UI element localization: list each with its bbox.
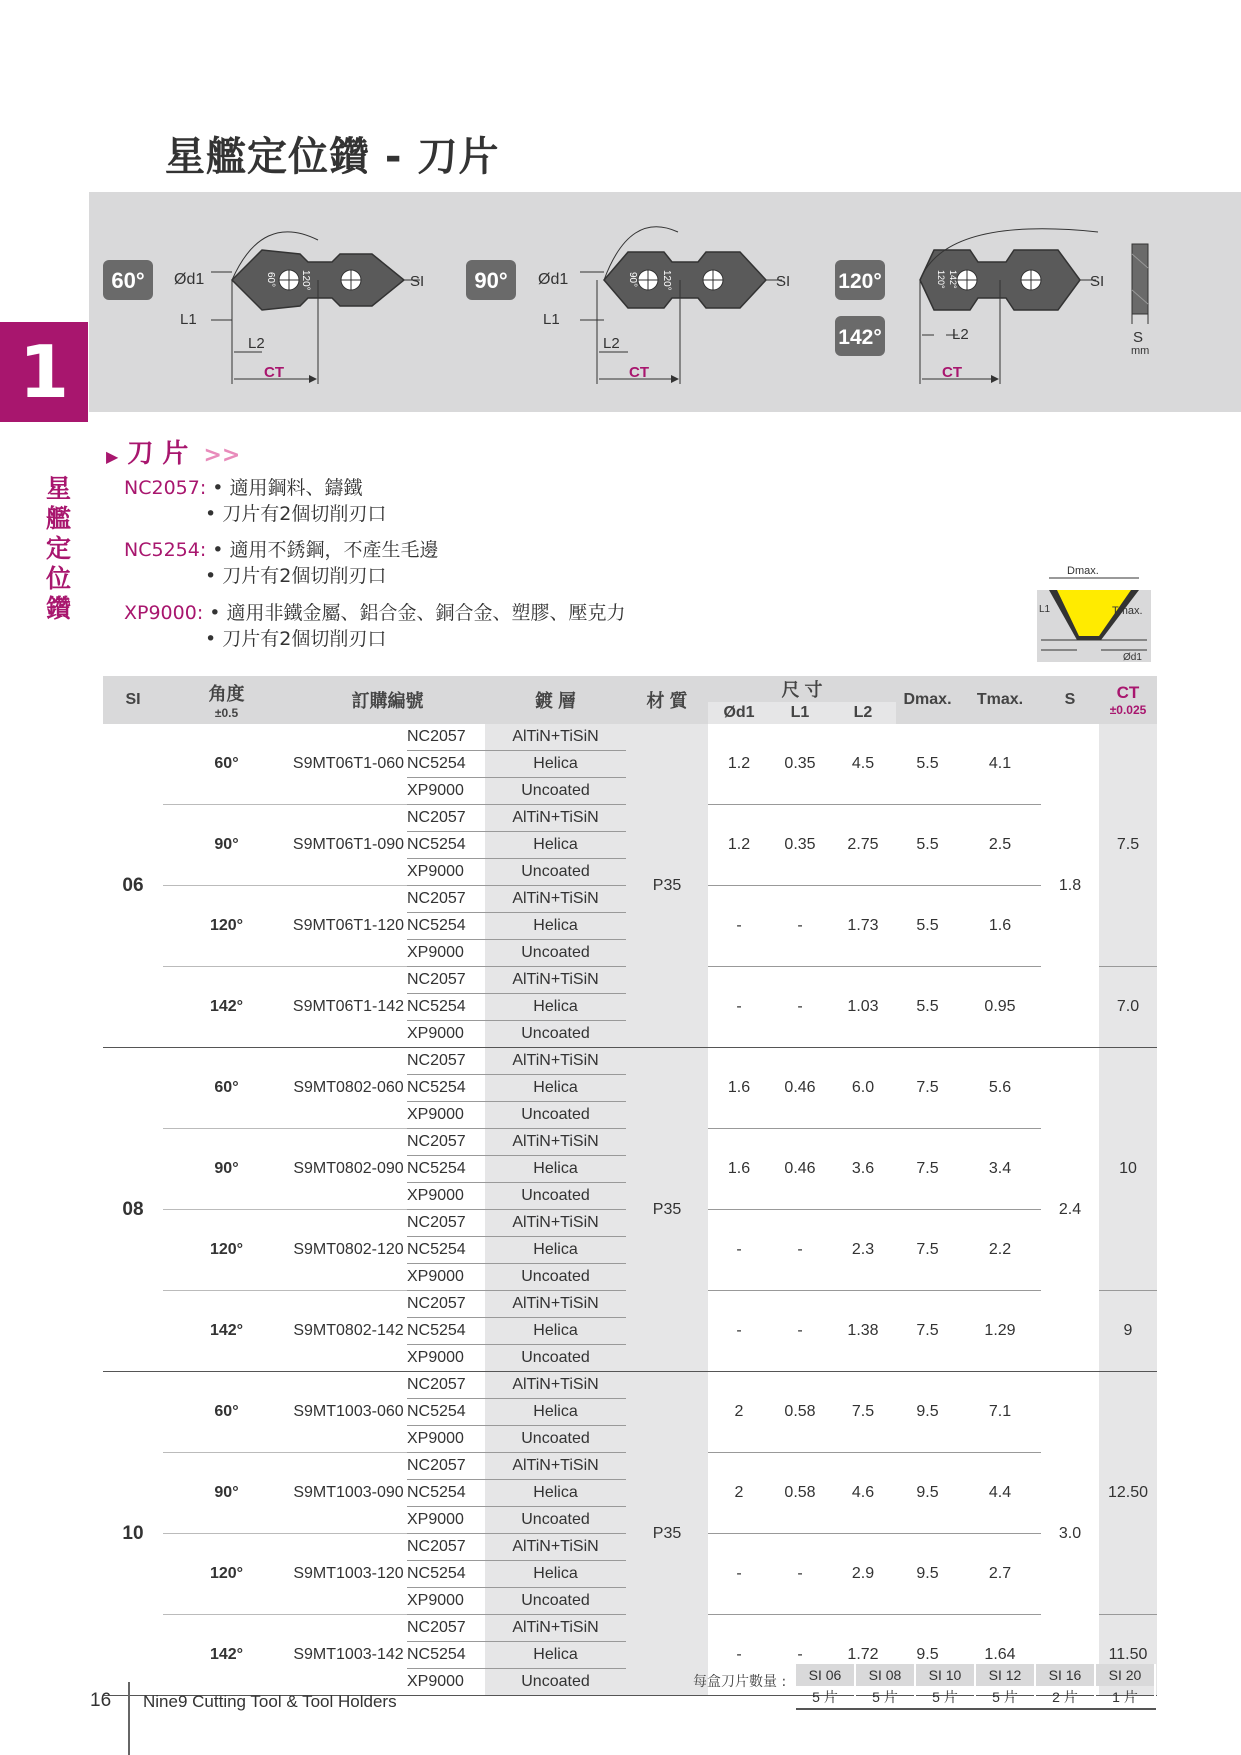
dmax-cell: 9.5 xyxy=(896,1372,959,1453)
tmax-cell: 0.95 xyxy=(959,967,1041,1048)
label-d1: Ød1 xyxy=(174,271,205,288)
dmax-cell: 7.5 xyxy=(896,1129,959,1210)
grade-cell: NC2057 xyxy=(407,724,485,751)
grade-cell: NC5254 xyxy=(407,1399,485,1426)
grade-cell: NC5254 xyxy=(407,994,485,1021)
side-char: 定 xyxy=(46,534,72,563)
coating-cell: AlTiN+TiSiN xyxy=(485,724,626,751)
grade-description xyxy=(124,473,363,500)
coating-cell: Uncoated xyxy=(485,1426,626,1453)
dmax-cell: 5.5 xyxy=(896,724,959,805)
coating-cell: AlTiN+TiSiN xyxy=(485,1210,626,1237)
tmax-cell: 5.6 xyxy=(959,1048,1041,1129)
grade-line: • 刀片有2個切削刃口 xyxy=(205,565,387,587)
d1-cell: - xyxy=(708,1534,770,1615)
label-d1: Ød1 xyxy=(538,271,569,288)
coating-cell: AlTiN+TiSiN xyxy=(485,1372,626,1399)
grade-cell: XP9000 xyxy=(407,1102,485,1129)
material-cell: P35 xyxy=(626,724,708,1048)
s-cell: 2.4 xyxy=(1041,1048,1099,1372)
box-qty: 1 片 xyxy=(1095,1686,1155,1709)
header-ct xyxy=(1099,676,1157,724)
grade-line: • 適用非鐵金屬、鋁合金、銅合金、塑膠、壓克力 xyxy=(209,602,626,624)
grade-cell: NC2057 xyxy=(407,805,485,832)
grade-cell: NC2057 xyxy=(407,1291,485,1318)
grade-cell: NC5254 xyxy=(407,1480,485,1507)
dmax-cell: 7.5 xyxy=(896,1210,959,1291)
grade-cell: NC5254 xyxy=(407,751,485,778)
inset-tmax: Tmax. xyxy=(1112,605,1143,617)
header-material: 材 質 xyxy=(626,676,708,724)
header-si: SI xyxy=(103,676,163,724)
ct-cell: 11.50 xyxy=(1099,1615,1157,1696)
tmax-cell: 1.64 xyxy=(959,1615,1041,1696)
footer-divider xyxy=(128,1682,130,1755)
grade-code: NC5254: xyxy=(124,539,207,561)
side-char: 鑽 xyxy=(46,594,72,623)
tmax-cell: 2.7 xyxy=(959,1534,1041,1615)
header-ct-tol: ±0.025 xyxy=(1109,703,1147,717)
angle-badge-142-text: 142° xyxy=(838,326,882,349)
l1-cell: 0.46 xyxy=(770,1129,830,1210)
angle-cell: 120° xyxy=(163,1210,290,1291)
grade-cell: NC5254 xyxy=(407,913,485,940)
ct-cell: 9 xyxy=(1099,1291,1157,1372)
grade-cell: NC5254 xyxy=(407,1642,485,1669)
grade-cell: XP9000 xyxy=(407,1183,485,1210)
header-angle xyxy=(163,676,290,724)
tmax-cell: 4.4 xyxy=(959,1453,1041,1534)
angle-cell: 90° xyxy=(163,1129,290,1210)
grade-cell: XP9000 xyxy=(407,1426,485,1453)
grade-cell: NC2057 xyxy=(407,886,485,913)
d1-cell: - xyxy=(708,1615,770,1696)
coating-cell: Helica xyxy=(485,994,626,1021)
label-si: SI xyxy=(410,273,425,290)
header-l1: L1 xyxy=(770,702,830,724)
material-cell: P35 xyxy=(626,1372,708,1696)
si-cell: 08 xyxy=(103,1048,163,1372)
l2-cell: 1.72 xyxy=(830,1615,896,1696)
header-angle-text: 角度 xyxy=(208,684,245,704)
page-number: 16 xyxy=(90,1690,112,1711)
box-size: SI 06 xyxy=(796,1664,855,1686)
coating-cell: Uncoated xyxy=(485,940,626,967)
l1-cell: 0.58 xyxy=(770,1372,830,1453)
coating-cell: AlTiN+TiSiN xyxy=(485,967,626,994)
box-size: SI 10 xyxy=(915,1664,975,1686)
header-order-no: 訂購編號 xyxy=(290,676,485,724)
insert-spec-table xyxy=(103,676,1157,1696)
inset-dmax: Dmax. xyxy=(1067,565,1099,577)
coating-cell: Helica xyxy=(485,1237,626,1264)
box-size: SI 20 xyxy=(1095,1664,1155,1686)
angle-cell: 60° xyxy=(163,1372,290,1453)
ct-cell: 10 xyxy=(1099,1048,1157,1291)
label-l2: L2 xyxy=(248,335,265,352)
material-cell: P35 xyxy=(626,1048,708,1372)
box-size: SI 12 xyxy=(975,1664,1035,1686)
order-number-cell: S9MT06T1-090 xyxy=(290,805,407,886)
coating-cell: Helica xyxy=(485,1156,626,1183)
grade-cell: NC2057 xyxy=(407,1534,485,1561)
label-angle-60: 60° xyxy=(265,272,276,288)
table-row xyxy=(103,1048,1157,1075)
grade-description xyxy=(124,535,439,562)
chapter-number-tab: 1 xyxy=(0,322,88,422)
grade-cell: XP9000 xyxy=(407,859,485,886)
angle-cell: 60° xyxy=(163,724,290,805)
l2-cell: 7.5 xyxy=(830,1372,896,1453)
d1-cell: 1.6 xyxy=(708,1129,770,1210)
coating-cell: Helica xyxy=(485,913,626,940)
coating-cell: AlTiN+TiSiN xyxy=(485,805,626,832)
l2-cell: 1.73 xyxy=(830,886,896,967)
coating-cell: AlTiN+TiSiN xyxy=(485,1048,626,1075)
grade-line: • 適用鋼料、鑄鐵 xyxy=(212,477,363,499)
d1-cell: 1.2 xyxy=(708,724,770,805)
tmax-cell: 7.1 xyxy=(959,1372,1041,1453)
grade-line: • 刀片有2個切削刃口 xyxy=(205,503,387,525)
table-row xyxy=(103,724,1157,751)
l1-cell: 0.35 xyxy=(770,805,830,886)
dmax-cell: 7.5 xyxy=(896,1291,959,1372)
label-ct: CT xyxy=(264,364,284,381)
label-l1: L1 xyxy=(543,311,560,328)
box-size: SI 16 xyxy=(1035,1664,1095,1686)
header-tmax: Tmax. xyxy=(959,676,1041,724)
grade-code: NC2057: xyxy=(124,477,207,499)
label-l1: L1 xyxy=(180,311,197,328)
label-angle-120: 120° xyxy=(936,270,946,289)
tmax-cell: 4.1 xyxy=(959,724,1041,805)
l1-cell: - xyxy=(770,1210,830,1291)
l2-cell: 4.6 xyxy=(830,1453,896,1534)
label-angle-90: 90° xyxy=(627,272,638,288)
header-ct-text: CT xyxy=(1116,683,1140,702)
play-icon: ▶ xyxy=(106,447,119,466)
l2-cell: 2.3 xyxy=(830,1210,896,1291)
coating-cell: Uncoated xyxy=(485,1102,626,1129)
coating-cell: AlTiN+TiSiN xyxy=(485,1453,626,1480)
coating-cell: AlTiN+TiSiN xyxy=(485,1534,626,1561)
box-qty-label: 每盒刀片數量 : xyxy=(693,1674,787,1690)
angle-cell: 120° xyxy=(163,1534,290,1615)
d1-cell: 2 xyxy=(708,1453,770,1534)
ct-cell: 12.50 xyxy=(1099,1372,1157,1615)
l1-cell: 0.58 xyxy=(770,1453,830,1534)
header-d1: Ød1 xyxy=(708,702,770,724)
order-number-cell: S9MT06T1-142 xyxy=(290,967,407,1048)
grade-cell: XP9000 xyxy=(407,1669,485,1696)
box-size: SI 08 xyxy=(855,1664,915,1686)
angle-badge-120-text: 120° xyxy=(838,270,882,293)
tmax-cell: 2.5 xyxy=(959,805,1041,886)
grade-cell: XP9000 xyxy=(407,778,485,805)
l1-cell: 0.46 xyxy=(770,1048,830,1129)
header-s: S xyxy=(1041,676,1099,724)
side-char: 位 xyxy=(46,564,72,593)
box-qty: 5 片 xyxy=(796,1686,855,1709)
angle-cell: 60° xyxy=(163,1048,290,1129)
side-char: 艦 xyxy=(46,504,72,533)
coating-cell: AlTiN+TiSiN xyxy=(485,1129,626,1156)
grade-code: XP9000: xyxy=(124,602,204,624)
d1-cell: 1.2 xyxy=(708,805,770,886)
grade-cell: NC2057 xyxy=(407,1048,485,1075)
l1-cell: 0.35 xyxy=(770,724,830,805)
angle-cell: 90° xyxy=(163,805,290,886)
tmax-cell: 3.4 xyxy=(959,1129,1041,1210)
order-number-cell: S9MT1003-120 xyxy=(290,1534,407,1615)
d1-cell: 1.6 xyxy=(708,1048,770,1129)
grade-cell: NC5254 xyxy=(407,1075,485,1102)
insert-90-drawing xyxy=(466,227,790,384)
d1-cell: 2 xyxy=(708,1372,770,1453)
coating-cell: Uncoated xyxy=(485,1669,626,1696)
label-angle-120: 120° xyxy=(300,270,311,291)
angle-badge-90-text: 90° xyxy=(474,268,508,293)
box-qty: 5 片 xyxy=(975,1686,1035,1709)
grade-cell: NC2057 xyxy=(407,967,485,994)
tmax-cell: 1.29 xyxy=(959,1291,1041,1372)
l1-cell: - xyxy=(770,1615,830,1696)
label-l2: L2 xyxy=(952,326,969,343)
dmax-cell: 9.5 xyxy=(896,1615,959,1696)
table-row xyxy=(103,1372,1157,1399)
s-cell: 1.8 xyxy=(1041,724,1099,1048)
section-heading-arrows: >> xyxy=(203,443,241,468)
grade-line: • 刀片有2個切削刃口 xyxy=(205,628,387,650)
grade-cell: NC5254 xyxy=(407,1318,485,1345)
grade-cell: NC2057 xyxy=(407,1372,485,1399)
l1-cell: - xyxy=(770,1534,830,1615)
label-s: S xyxy=(1133,329,1144,346)
box-qty-table xyxy=(796,1664,1156,1710)
tmax-cell: 1.6 xyxy=(959,886,1041,967)
order-number-cell: S9MT1003-142 xyxy=(290,1615,407,1696)
dmax-cell: 5.5 xyxy=(896,805,959,886)
grade-cell: XP9000 xyxy=(407,1345,485,1372)
insert-120-142-drawing xyxy=(835,229,1149,384)
l1-cell: - xyxy=(770,1291,830,1372)
header-l2: L2 xyxy=(830,702,896,724)
l2-cell: 4.5 xyxy=(830,724,896,805)
insert-60-drawing xyxy=(103,232,424,384)
l2-cell: 1.03 xyxy=(830,967,896,1048)
grade-cell: NC5254 xyxy=(407,1156,485,1183)
coating-cell: Uncoated xyxy=(485,1021,626,1048)
grade-cell: XP9000 xyxy=(407,940,485,967)
insert-diagram xyxy=(0,192,1241,412)
coating-cell: Helica xyxy=(485,1318,626,1345)
s-cell: 3.0 xyxy=(1041,1372,1099,1696)
label-ct: CT xyxy=(942,364,962,381)
coating-cell: Uncoated xyxy=(485,1345,626,1372)
coating-cell: AlTiN+TiSiN xyxy=(485,1291,626,1318)
grade-cell: XP9000 xyxy=(407,1264,485,1291)
order-number-cell: S9MT0802-060 xyxy=(290,1048,407,1129)
label-mm: mm xyxy=(1131,345,1150,357)
coating-cell: Uncoated xyxy=(485,1588,626,1615)
dmax-cell: 5.5 xyxy=(896,967,959,1048)
label-l2: L2 xyxy=(603,335,620,352)
grade-cell: NC2057 xyxy=(407,1129,485,1156)
coating-cell: AlTiN+TiSiN xyxy=(485,886,626,913)
d1-cell: - xyxy=(708,886,770,967)
section-heading xyxy=(106,433,240,470)
inset-d1: Ød1 xyxy=(1123,652,1142,662)
angle-cell: 142° xyxy=(163,1615,290,1696)
d1-cell: - xyxy=(708,967,770,1048)
coating-cell: Uncoated xyxy=(485,859,626,886)
tmax-cell: 2.2 xyxy=(959,1210,1041,1291)
label-si: SI xyxy=(776,273,791,290)
order-number-cell: S9MT06T1-120 xyxy=(290,886,407,967)
header-coating: 鍍 層 xyxy=(485,676,626,724)
si-cell: 10 xyxy=(103,1372,163,1696)
angle-cell: 120° xyxy=(163,886,290,967)
grade-line: • 適用不銹鋼，不產生毛邊 xyxy=(212,539,439,561)
coating-cell: Helica xyxy=(485,1642,626,1669)
dmax-cell: 9.5 xyxy=(896,1534,959,1615)
l2-cell: 1.38 xyxy=(830,1291,896,1372)
order-number-cell: S9MT1003-060 xyxy=(290,1372,407,1453)
l1-cell: - xyxy=(770,886,830,967)
header-angle-tol: ±0.5 xyxy=(214,706,239,720)
d1-cell: - xyxy=(708,1210,770,1291)
box-qty: 5 片 xyxy=(915,1686,975,1709)
l2-cell: 2.9 xyxy=(830,1534,896,1615)
grade-cell: NC2057 xyxy=(407,1453,485,1480)
grade-cell: NC2057 xyxy=(407,1615,485,1642)
dmax-cell: 7.5 xyxy=(896,1048,959,1129)
header-dimensions: 尺 寸 xyxy=(708,676,896,702)
l2-cell: 6.0 xyxy=(830,1048,896,1129)
grade-cell: XP9000 xyxy=(407,1588,485,1615)
l2-cell: 3.6 xyxy=(830,1129,896,1210)
grade-cell: NC5254 xyxy=(407,832,485,859)
coating-cell: Helica xyxy=(485,1480,626,1507)
dmax-cell: 9.5 xyxy=(896,1453,959,1534)
ct-cell: 7.0 xyxy=(1099,967,1157,1048)
grade-cell: NC5254 xyxy=(407,1237,485,1264)
page-title: 星艦定位鑽 - 刀片 xyxy=(165,134,500,180)
label-angle-142: 142° xyxy=(948,270,958,289)
grade-cell: XP9000 xyxy=(407,1021,485,1048)
l1-cell: - xyxy=(770,967,830,1048)
angle-cell: 90° xyxy=(163,1453,290,1534)
order-number-cell: S9MT0802-090 xyxy=(290,1129,407,1210)
d1-cell: - xyxy=(708,1291,770,1372)
coating-cell: Helica xyxy=(485,1561,626,1588)
grade-description xyxy=(124,598,626,625)
l2-cell: 2.75 xyxy=(830,805,896,886)
si-cell: 06 xyxy=(103,724,163,1048)
coating-cell: Helica xyxy=(485,1399,626,1426)
coating-cell: Helica xyxy=(485,1075,626,1102)
label-angle-120: 120° xyxy=(661,270,672,291)
box-qty: 2 片 xyxy=(1035,1686,1095,1709)
coating-cell: Uncoated xyxy=(485,778,626,805)
coating-cell: Helica xyxy=(485,832,626,859)
angle-cell: 142° xyxy=(163,967,290,1048)
label-ct: CT xyxy=(629,364,649,381)
chapter-side-label xyxy=(46,474,76,624)
coating-cell: Uncoated xyxy=(485,1507,626,1534)
grade-cell: XP9000 xyxy=(407,1507,485,1534)
order-number-cell: S9MT1003-090 xyxy=(290,1453,407,1534)
angle-cell: 142° xyxy=(163,1291,290,1372)
footer-brand: Nine9 Cutting Tool & Tool Holders xyxy=(143,1692,397,1711)
grade-cell: NC5254 xyxy=(407,1561,485,1588)
order-number-cell: S9MT06T1-060 xyxy=(290,724,407,805)
order-number-cell: S9MT0802-120 xyxy=(290,1210,407,1291)
inset-l1: L1 xyxy=(1039,604,1051,615)
coating-cell: AlTiN+TiSiN xyxy=(485,1615,626,1642)
order-number-cell: S9MT0802-142 xyxy=(290,1291,407,1372)
coating-cell: Uncoated xyxy=(485,1264,626,1291)
section-heading-text: 刀 片 xyxy=(127,439,189,469)
label-si: SI xyxy=(1090,273,1105,290)
ct-cell: 7.5 xyxy=(1099,724,1157,967)
coating-cell: Uncoated xyxy=(485,1183,626,1210)
grade-cell: NC2057 xyxy=(407,1210,485,1237)
side-char: 星 xyxy=(46,474,72,503)
header-dmax: Dmax. xyxy=(896,676,959,724)
coating-cell: Helica xyxy=(485,751,626,778)
drill-profile-inset xyxy=(1037,562,1151,662)
box-qty: 5 片 xyxy=(855,1686,915,1709)
dmax-cell: 5.5 xyxy=(896,886,959,967)
angle-badge-60-text: 60° xyxy=(111,268,145,293)
